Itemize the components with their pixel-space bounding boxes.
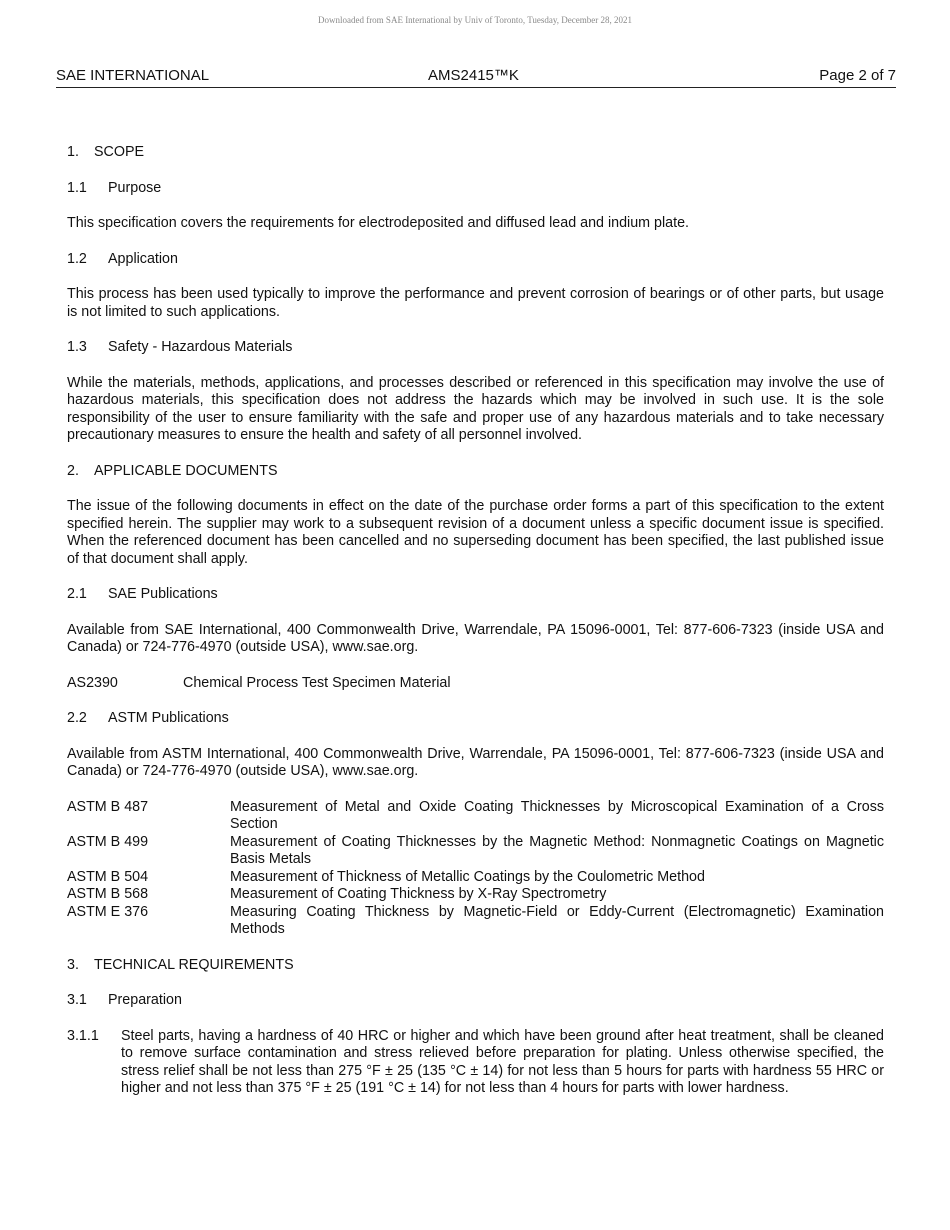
section-title: SCOPE: [94, 144, 145, 160]
section-number: 1.1: [67, 179, 87, 196]
section-number: 2.1: [67, 586, 87, 602]
safety-paragraph: While the materials, methods, applications, and processes described or referenced in this specification may involve the use of hazardous materials, this specification does not address the hazards which may be involved in such use. It is the sole responsibility of the user to ensure familiarity with the safe and proper use of any hazardous materials and to take necessary precautionary measures to ensure the health and safety of all personnel involved.: [67, 374, 884, 443]
section-1-2-heading: [67, 251, 884, 269]
section-number: 1.: [67, 144, 79, 160]
reference-code: AS2390: [67, 674, 118, 691]
sae-availability-paragraph: Available from SAE International, 400 Commonwealth Drive, Warrendale, PA 15096-0001, Tel: 877-606-7323 (inside USA and Canada) or 724-776-4970 (outside USA), www.sae.org.: [67, 621, 884, 655]
page-header: [56, 66, 896, 88]
stress-relief-paragraph: Steel parts, having a hardness of 40 HRC or higher and which have been ground after heat treatment, shall be cleaned to remove surface contamination and stress relieved before preparation for plating. Unless otherwise specified, the stress relief shall be not less than 275 °F ± 25 (135 °C ± 14) for not less than 5 hours for parts with hardness 55 HRC or higher and not less than 375 °F ± 25 (191 °C ± 14) for not less than 4 hours for parts with lower hardness.: [121, 1027, 884, 1096]
download-note: Downloaded from SAE International by Univ of Toronto, Tuesday, December 28, 2021: [317, 15, 633, 25]
header-doc-id: AMS2415™K: [428, 67, 519, 84]
section-3-1-heading: [67, 992, 884, 1010]
reference-title: Measuring Coating Thickness by Magnetic-Field or Eddy-Current (Electromagnetic) Examination Methods: [230, 903, 884, 937]
astm-reference: [67, 799, 884, 834]
section-number: 3.1: [67, 992, 87, 1008]
section-2-2-heading: [67, 710, 884, 728]
astm-reference: [67, 904, 884, 939]
section-3-1-1: [67, 1028, 884, 1098]
section-title: Safety - Hazardous Materials: [108, 339, 293, 355]
section-number: 1.3: [67, 339, 87, 355]
section-1-heading: [67, 144, 884, 162]
section-title: Preparation: [108, 992, 182, 1008]
sae-reference: [67, 675, 884, 693]
reference-title: Measurement of Coating Thickness by X-Ray Spectrometry: [230, 886, 607, 902]
reference-title: Measurement of Thickness of Metallic Coatings by the Coulometric Method: [230, 868, 705, 885]
section-number: 3.1.1: [67, 1027, 99, 1044]
applicable-documents-paragraph: The issue of the following documents in effect on the date of the purchase order forms a part of this specification to the extent specified herein. The supplier may work to a subsequent revision of a document unless a specific document issue is specified. When the referenced document has been cancelled and no superseding document has been specified, the last published issue of that document shall apply.: [67, 498, 884, 567]
reference-code: ASTM E 376: [67, 903, 149, 920]
reference-title: Chemical Process Test Specimen Material: [183, 674, 451, 691]
reference-code: ASTM B 499: [67, 833, 149, 850]
section-2-1-heading: [67, 586, 884, 604]
reference-code: ASTM B 568: [67, 886, 149, 902]
reference-title: Measurement of Coating Thicknesses by the Magnetic Method: Nonmagnetic Coatings on Magnetic Basis Metals: [230, 833, 884, 867]
astm-reference: [67, 869, 884, 887]
section-2-heading: [67, 463, 884, 481]
reference-code: ASTM B 487: [67, 798, 149, 815]
document-body: [67, 144, 884, 1116]
astm-reference-list: [67, 799, 884, 939]
application-paragraph: This process has been used typically to improve the performance and prevent corrosion of bearings or of other parts, but usage is not limited to such applications.: [67, 286, 884, 320]
astm-reference: [67, 886, 884, 904]
reference-title: Measurement of Metal and Oxide Coating Thicknesses by Microscopical Examination of a Cross Section: [230, 798, 884, 832]
section-number: 3.: [67, 956, 79, 973]
section-title: SAE Publications: [108, 586, 218, 602]
section-1-3-heading: [67, 339, 884, 357]
section-title: TECHNICAL REQUIREMENTS: [94, 956, 294, 973]
section-number: 2.: [67, 462, 79, 479]
section-title: APPLICABLE DOCUMENTS: [94, 462, 278, 479]
section-number: 1.2: [67, 250, 87, 267]
section-1-1-heading: [67, 180, 884, 198]
section-title: Application: [108, 250, 178, 267]
header-org: SAE INTERNATIONAL: [56, 67, 210, 84]
section-number: 2.2: [67, 710, 87, 726]
purpose-paragraph: This specification covers the requirements for electrodeposited and diffused lead and indium plate.: [67, 215, 690, 231]
reference-code: ASTM B 504: [67, 868, 149, 885]
header-page-number: Page 2 of 7: [819, 67, 896, 84]
section-title: ASTM Publications: [108, 710, 229, 726]
section-title: Purpose: [108, 179, 162, 196]
astm-availability-paragraph: Available from ASTM International, 400 Commonwealth Drive, Warrendale, PA 15096-0001, Tel: 877-606-7323 (inside USA and Canada) or 724-776-4970 (outside USA), www.sae.org.: [67, 745, 884, 779]
section-3-heading: [67, 957, 884, 975]
astm-reference: [67, 834, 884, 869]
